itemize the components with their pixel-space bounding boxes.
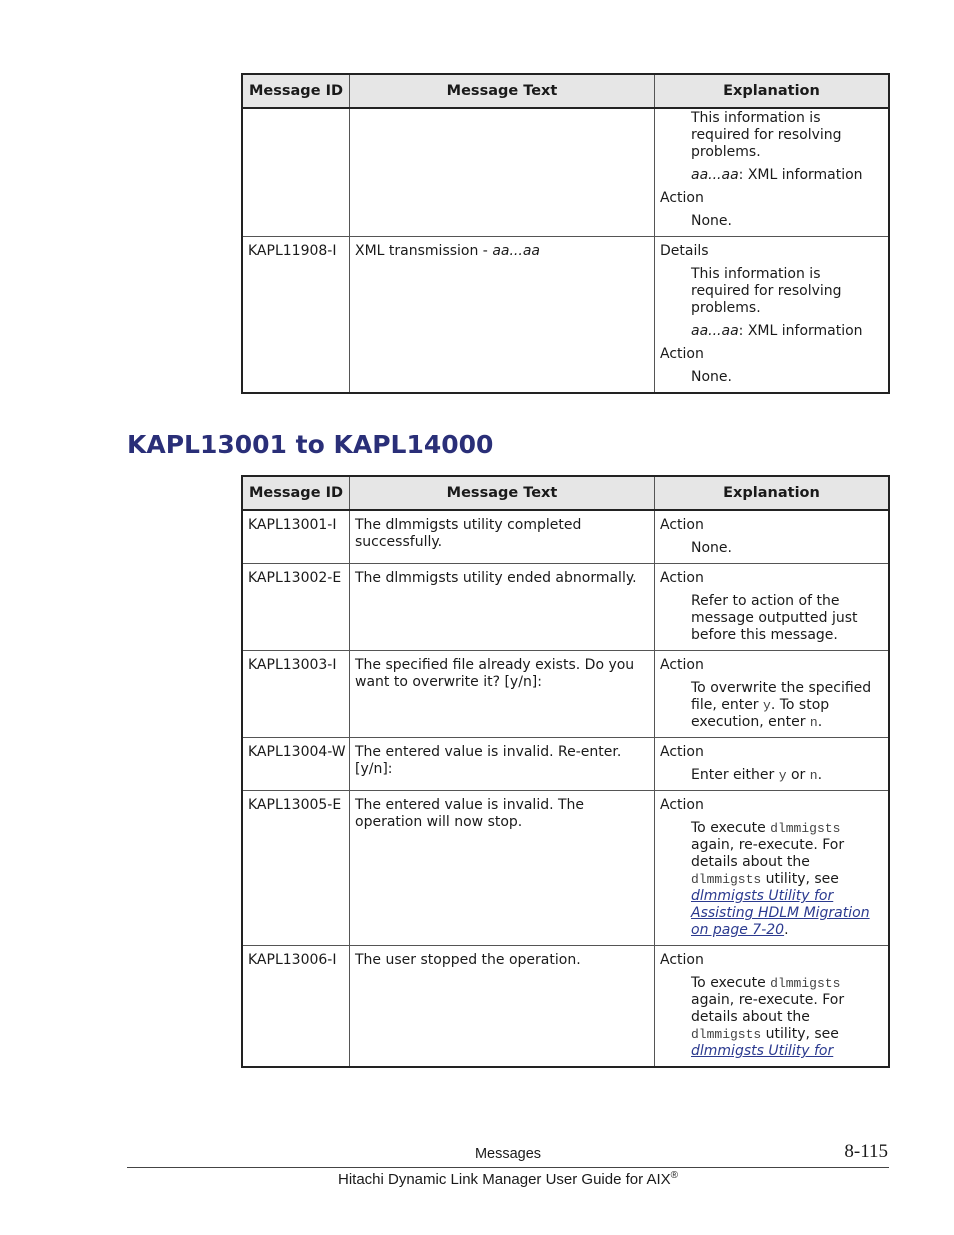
footer-section-name: Messages <box>474 1146 542 1162</box>
message-id-cell: KAPL13001-I <box>242 510 350 564</box>
registered-mark: ® <box>670 1170 678 1181</box>
message-table <box>241 475 890 1068</box>
code-n: n <box>809 768 818 783</box>
action-text-part: . To stop execution, enter <box>691 697 830 730</box>
xml-variable: aa...aa <box>691 323 739 339</box>
action-label: Action <box>660 346 704 362</box>
message-text-cell: The specified file already exists. Do you want to overwrite it? [y/n]: <box>350 651 655 738</box>
explanation-cell <box>655 651 890 738</box>
section-title: KAPL13001 to KAPL14000 <box>127 430 494 459</box>
action-text-part: utility, see <box>761 1026 839 1042</box>
header-explanation: Explanation <box>655 74 890 108</box>
message-text-cell: The entered value is invalid. The operation will now stop. <box>350 791 655 946</box>
table-row <box>242 791 889 946</box>
details-text: This information is required for resolving problems. <box>691 110 842 160</box>
explanation-cell <box>655 510 890 564</box>
details-label: Details <box>660 243 709 259</box>
message-id-cell <box>242 108 350 237</box>
action-text-part: To execute <box>691 820 771 836</box>
action-text-part: utility, see <box>761 871 839 887</box>
explanation-cell <box>655 237 890 394</box>
xml-variable: aa...aa <box>691 167 739 183</box>
table-row <box>242 237 889 394</box>
message-text-cell <box>350 108 655 237</box>
action-text-part: again, re-execute. For details about the <box>691 992 845 1025</box>
message-id-cell: KAPL13006-I <box>242 946 350 1068</box>
action-label: Action <box>660 657 704 673</box>
code-dlmmigsts: dlmmigsts <box>770 821 841 836</box>
action-label: Action <box>660 797 704 813</box>
action-label: Action <box>660 952 704 968</box>
header-message-id: Message ID <box>242 476 350 510</box>
footer-book-title <box>0 1170 954 1188</box>
code-n: n <box>809 715 818 730</box>
explanation-cell <box>655 791 890 946</box>
code-dlmmigsts: dlmmigsts <box>770 976 841 991</box>
table-row <box>242 564 889 651</box>
action-text-part: Enter either <box>691 767 779 783</box>
message-text-cell: The entered value is invalid. Re-enter. [y/n]: <box>350 738 655 791</box>
action-text <box>691 820 883 939</box>
header-message-text: Message Text <box>350 476 655 510</box>
details-text: This information is required for resolving problems. <box>691 266 842 316</box>
xml-info-line <box>691 323 883 340</box>
action-text <box>691 975 883 1060</box>
message-text-cell: The dlmmigsts utility ended abnormally. <box>350 564 655 651</box>
action-text-part: again, re-execute. For details about the <box>691 837 845 870</box>
explanation-cell <box>655 108 890 237</box>
action-text: None. <box>691 540 732 556</box>
reference-link[interactable]: dlmmigsts Utility for <box>691 1043 834 1059</box>
code-dlmmigsts: dlmmigsts <box>691 872 762 887</box>
action-text <box>691 767 883 784</box>
header-message-id: Message ID <box>242 74 350 108</box>
message-id-cell: KAPL13003-I <box>242 651 350 738</box>
table-header-row <box>242 74 889 108</box>
table-row <box>242 651 889 738</box>
table-row <box>242 946 889 1068</box>
header-explanation: Explanation <box>655 476 890 510</box>
footer-divider <box>127 1167 889 1168</box>
action-label: Action <box>660 744 704 760</box>
xml-info-text: : XML information <box>738 323 863 339</box>
xml-info-text: : XML information <box>738 167 863 183</box>
table-row <box>242 738 889 791</box>
table-header-row <box>242 476 889 510</box>
code-y: y <box>763 698 771 713</box>
message-text-cell: The user stopped the operation. <box>350 946 655 1068</box>
message-text-cell: The dlmmigsts utility completed successfully. <box>350 510 655 564</box>
action-text-part: To execute <box>691 975 771 991</box>
action-text <box>691 680 883 731</box>
explanation-cell <box>655 738 890 791</box>
action-text-part: To overwrite the specified file, enter <box>691 680 872 713</box>
action-text-part: . <box>784 922 789 938</box>
action-text: None. <box>691 213 732 229</box>
message-id-cell: KAPL13004-W <box>242 738 350 791</box>
message-text-cell <box>350 237 655 394</box>
message-id-cell: KAPL13002-E <box>242 564 350 651</box>
action-text: None. <box>691 369 732 385</box>
table-row <box>242 510 889 564</box>
message-variable: aa...aa <box>492 243 540 259</box>
action-label: Action <box>660 190 704 206</box>
message-table-continued <box>241 73 890 394</box>
message-text: XML transmission - <box>355 243 493 259</box>
book-title-text: Hitachi Dynamic Link Manager User Guide for AIX <box>337 1171 671 1188</box>
action-text-part: . <box>817 714 823 730</box>
action-text: Refer to action of the message outputted just before this message. <box>691 593 858 643</box>
reference-link[interactable]: dlmmigsts Utility for Assisting HDLM Migration on page 7-20 <box>691 888 870 938</box>
message-id-cell: KAPL11908-I <box>242 237 350 394</box>
explanation-cell <box>655 564 890 651</box>
action-text-part: or <box>786 767 810 783</box>
code-y: y <box>778 768 787 783</box>
page-number: 8-115 <box>844 1141 888 1162</box>
xml-info-line <box>691 167 883 184</box>
code-dlmmigsts: dlmmigsts <box>691 1027 762 1042</box>
explanation-cell <box>655 946 890 1068</box>
message-id-cell: KAPL13005-E <box>242 791 350 946</box>
header-message-text: Message Text <box>350 74 655 108</box>
action-text-part: . <box>817 767 823 783</box>
table-row <box>242 108 889 237</box>
action-label: Action <box>660 570 704 586</box>
action-label: Action <box>660 517 704 533</box>
